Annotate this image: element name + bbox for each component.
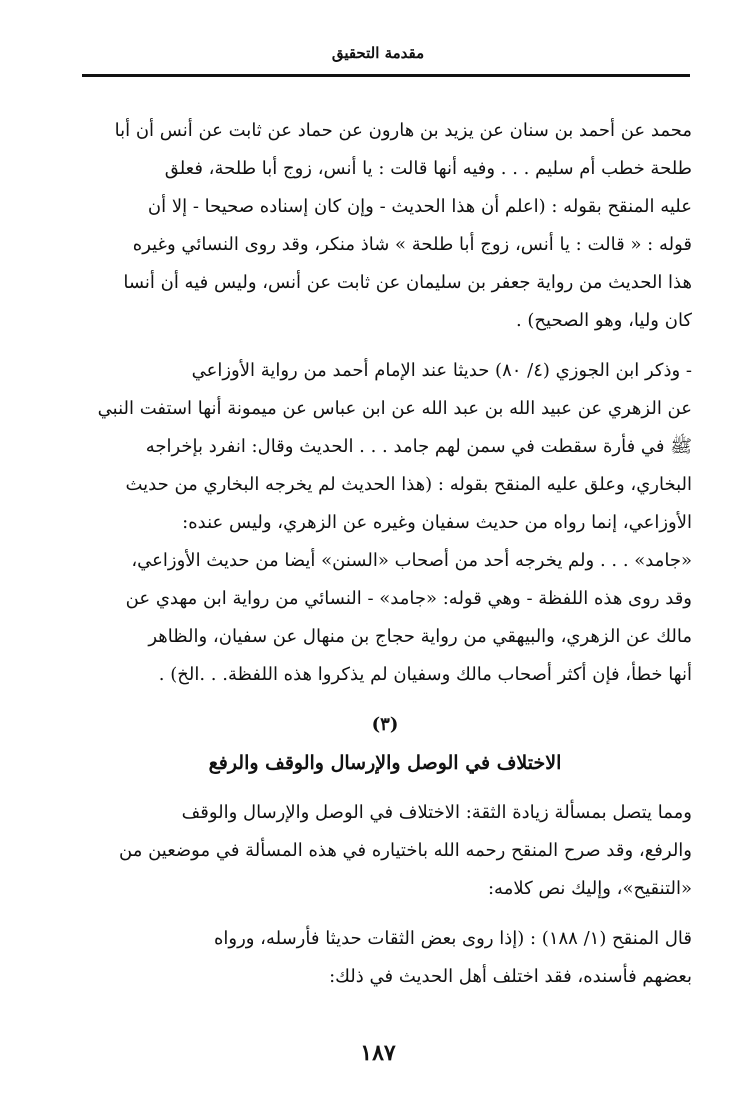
- text-line: قال المنقح (١/ ١٨٨) : (إذا روى بعض الثقات حديثا فأرسله، ورواه: [213, 928, 692, 949]
- text-line: البخاري، وعلق عليه المنقح بقوله : (هذا الحديث لم يخرجه البخاري من حديث: [125, 474, 692, 495]
- text-line: طلحة خطب أم سليم . . . وفيه أنها قالت : يا أنس، زوج أبا طلحة، فعلق: [164, 158, 692, 179]
- text-line: محمد عن أحمد بن سنان عن يزيد بن هارون عن حماد عن ثابت عن أنس أن أبا: [114, 120, 692, 141]
- paragraph-4: [78, 920, 692, 996]
- text-line: كان وليا، وهو الصحيح) .: [515, 310, 692, 331]
- text-line: ومما يتصل بمسألة زيادة الثقة: الاختلاف في الوصل والإرسال والوقف: [181, 802, 692, 823]
- paragraph-gap: [78, 694, 692, 706]
- paragraph-gap: [78, 908, 692, 920]
- text-line: الأوزاعي، إنما رواه من حديث سفيان وغيره عن الزهري، وليس عنده:: [182, 512, 692, 533]
- paragraph-1: [78, 112, 692, 340]
- text-line: مالك عن الزهري، والبيهقي من رواية حجاج بن منهال عن سفيان، والظاهر: [148, 626, 692, 647]
- text-line: بعضهم فأسنده، فقد اختلف أهل الحديث في ذلك:: [329, 966, 692, 987]
- text-line: «جامد» . . . ولم يخرجه أحد من أصحاب «السنن» أيضا من حديث الأوزاعي،: [131, 550, 692, 571]
- main-text: [78, 112, 692, 996]
- text-line: «التنقيح»، وإليك نص كلامه:: [487, 878, 692, 899]
- header-rule: [82, 74, 690, 77]
- paragraph-gap: [78, 782, 692, 794]
- text-line: - وذكر ابن الجوزي (٤/ ٨٠) حديثا عند الإمام أحمد من رواية الأوزاعي: [191, 360, 692, 381]
- section-number: (٣): [371, 714, 399, 735]
- text-line: ﷺ في فأرة سقطت في سمن لهم جامد . . . الحديث وقال: انفرد بإخراجه: [145, 436, 692, 457]
- paragraph-3: [78, 794, 692, 908]
- text-line: هذا الحديث من رواية جعفر بن سليمان عن ثابت عن أنس، وليس فيه أن أنسا: [123, 272, 692, 293]
- text-line: قوله : « قالت : يا أنس، زوج أبا طلحة » شاذ منكر، وقد روى النسائي وغيره: [132, 234, 692, 255]
- text-line: أنها خطأ، فإن أكثر أصحاب مالك وسفيان لم يذكروا هذه اللفظة. . .الخ) .: [158, 664, 692, 685]
- text-line: وقد روى هذه اللفظة - وهي قوله: «جامد» - النسائي من رواية ابن مهدي عن: [125, 588, 692, 609]
- paragraph-gap: [78, 340, 692, 352]
- page-number: ١٨٧: [360, 1040, 396, 1066]
- text-line: والرفع، وقد صرح المنقح رحمه الله باختياره في هذه المسألة في موضعين من: [119, 840, 692, 861]
- text-line: عن الزهري عن عبيد الله بن عبد الله عن ابن عباس عن ميمونة أنها استفت النبي: [97, 398, 692, 419]
- text-line: عليه المنقح بقوله : (اعلم أن هذا الحديث - وإن كان إسناده صحيحا - إلا أن: [147, 196, 692, 217]
- running-header: مقدمة التحقيق: [331, 44, 425, 62]
- paragraph-2: [78, 352, 692, 694]
- section-title: الاختلاف في الوصل والإرسال والوقف والرفع: [208, 752, 562, 774]
